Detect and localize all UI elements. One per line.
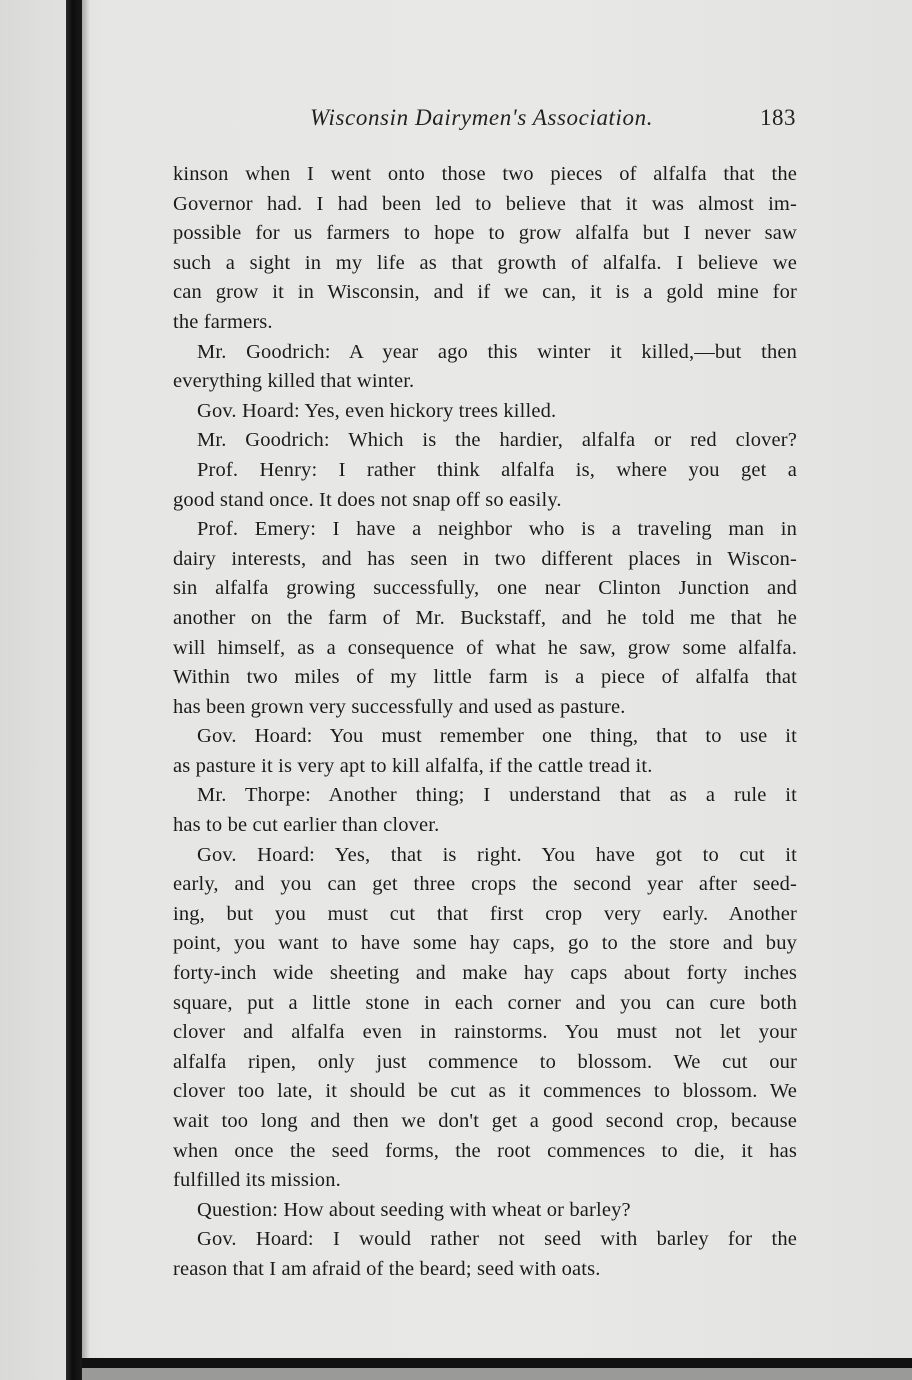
text-line: as pasture it is very apt to kill alfalfa, if the cattle tread it.: [173, 754, 653, 777]
text-line: Question: How about seeding with wheat or barley?: [197, 1198, 631, 1221]
text-line: Gov. Hoard: You must remember one thing, that to use it: [197, 725, 797, 748]
page-bottom-margin: [82, 1368, 912, 1380]
book-spine: [66, 0, 82, 1380]
text-line: Gov. Hoard: I would rather not seed with barley for the: [197, 1228, 797, 1251]
running-head: Wisconsin Dairymen's Association.: [310, 105, 654, 130]
text-line: Gov. Hoard: Yes, that is right. You have got to cut it: [197, 843, 797, 866]
text-line: good stand once. It does not snap off so easily.: [173, 488, 562, 511]
text-line: forty-inch wide sheeting and make hay caps about forty inches: [173, 962, 797, 985]
text-line: wait too long and then we don't get a good second crop, because: [173, 1110, 797, 1132]
text-line: fulfilled its mission.: [173, 1169, 341, 1192]
text-line: Prof. Emery: I have a neighbor who is a traveling man in: [197, 518, 797, 541]
text-line: another on the farm of Mr. Buckstaff, and he told me that he: [173, 606, 797, 629]
text-line: Mr. Thorpe: Another thing; I understand that as a rule it: [197, 784, 797, 807]
text-line: has been grown very successfully and used as pasture.: [173, 695, 626, 718]
text-line: Mr. Goodrich: Which is the hardier, alfalfa or red clover?: [197, 429, 797, 452]
text-line: has to be cut earlier than clover.: [173, 814, 440, 837]
page-bottom-edge: [82, 1358, 912, 1368]
text-line: Gov. Hoard: Yes, even hickory trees killed.: [197, 399, 557, 422]
text-line: Within two miles of my little farm is a piece of alfalfa that: [173, 666, 797, 689]
text-line: early, and you can get three crops the second year after seed-: [173, 873, 797, 896]
text-line: possible for us farmers to hope to grow alfalfa but I never saw: [173, 222, 797, 245]
text-line: dairy interests, and has seen in two different places in Wiscon-: [173, 547, 797, 570]
text-line: kinson when I went onto those two pieces of alfalfa that the: [173, 163, 797, 185]
page-number: 183: [760, 105, 796, 130]
text-line: Prof. Henry: I rather think alfalfa is, where you get a: [197, 458, 797, 481]
text-line: square, put a little stone in each corner and you can cure both: [173, 991, 797, 1014]
text-line: everything killed that winter.: [173, 370, 415, 393]
text-line: such a sight in my life as that growth of alfalfa. I believe we: [173, 251, 797, 274]
text-line: sin alfalfa growing successfully, one near Clinton Junction and: [173, 577, 797, 600]
text-line: point, you want to have some hay caps, go to the store and buy: [173, 932, 797, 955]
text-line: the farmers.: [173, 310, 273, 333]
spine-shadow: [82, 0, 90, 1380]
body-text: [173, 160, 797, 1285]
text-line: reason that I am afraid of the beard; seed with oats.: [173, 1257, 601, 1280]
page-header: [174, 105, 800, 139]
text-line: Governor had. I had been led to believe that it was almost im-: [173, 192, 797, 215]
text-line: can grow it in Wisconsin, and if we can, it is a gold mine for: [173, 281, 797, 304]
text-line: when once the seed forms, the root commences to die, it has: [173, 1139, 797, 1162]
text-line: clover too late, it should be cut as it commences to blossom. We: [173, 1080, 797, 1103]
text-line: Mr. Goodrich: A year ago this winter it killed,—but then: [197, 340, 797, 363]
text-line: clover and alfalfa even in rainstorms. You must not let your: [173, 1021, 797, 1044]
text-line: ing, but you must cut that first crop very early. Another: [173, 902, 797, 925]
text-line: alfalfa ripen, only just commence to blossom. We cut our: [173, 1050, 797, 1073]
text-line: will himself, as a consequence of what he saw, grow some alfalfa.: [173, 636, 797, 659]
